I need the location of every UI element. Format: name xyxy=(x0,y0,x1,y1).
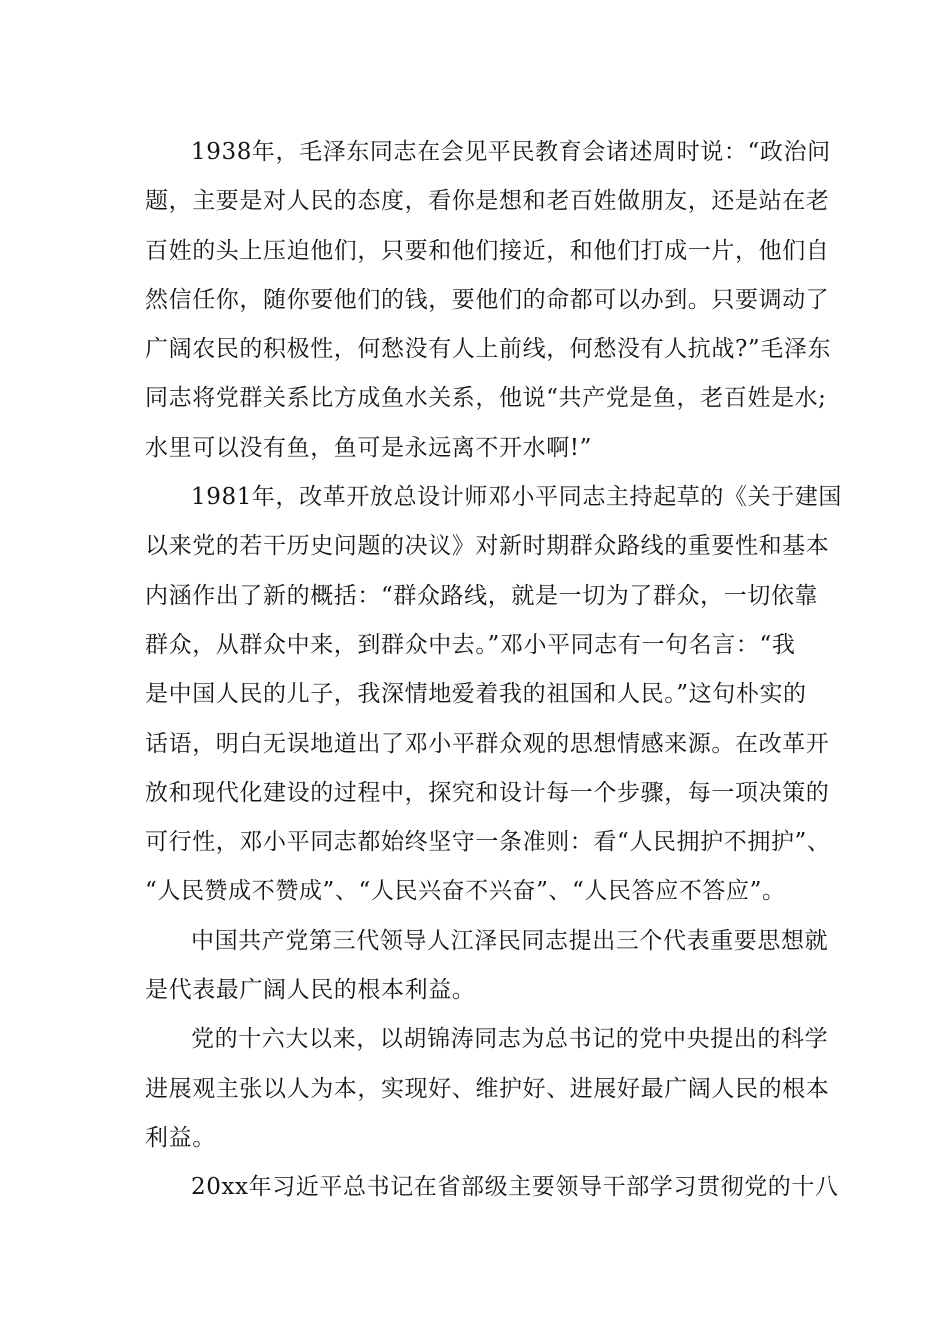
text-line: 进展观主张以人为本，实现好、维护好、进展好最广阔人民的根本 xyxy=(145,1075,830,1102)
paragraph-first-line: 20xx年习近平总书记在省部级主要领导干部学习贯彻党的十八 xyxy=(191,1174,839,1201)
text-line: 百姓的头上压迫他们，只要和他们接近，和他们打成一片，他们自 xyxy=(145,237,830,264)
text-line: “人民赞成不赞成”、“人民兴奋不兴奋”、“人民答应不答应”。 xyxy=(145,878,786,905)
text-line: 是代表最广阔人民的根本利益。 xyxy=(145,977,476,1004)
text-line: 题，主要是对人民的态度，看你是想和老百姓做朋友，还是站在老 xyxy=(145,188,830,215)
text-line: 可行性，邓小平同志都始终坚守一条准则：看“人民拥护不拥护”、 xyxy=(145,829,831,856)
paragraph-first-line: 党的十六大以来，以胡锦涛同志为总书记的党中央提出的科学 xyxy=(191,1026,829,1053)
text-line: 同志将党群关系比方成鱼水关系，他说“共产党是鱼，老百姓是水; xyxy=(145,385,827,412)
paragraph-first-line: 中国共产党第三代领导人江泽民同志提出三个代表重要思想就 xyxy=(191,927,829,954)
text-line: 然信任你，随你要他们的钱，要他们的命都可以办到。只要调动了 xyxy=(145,286,830,313)
text-line: 水里可以没有鱼，鱼可是永远离不开水啊!” xyxy=(145,434,593,461)
text-line: 内涵作出了新的概括：“群众路线，就是一切为了群众，一切依靠 xyxy=(145,582,819,609)
text-line: 放和现代化建设的过程中，探究和设计每一个步骤，每一项决策的 xyxy=(145,779,830,806)
paragraph-first-line: 1981年，改革开放总设计师邓小平同志主持起草的《关于建国 xyxy=(191,484,842,511)
text-line: 群众，从群众中来，到群众中去。”邓小平同志有一句名言：“我 xyxy=(145,631,796,658)
text-line: 以来党的若干历史问题的决议》对新时期群众路线的重要性和基本 xyxy=(145,533,830,560)
body-text xyxy=(145,128,842,1213)
text-line: 广阔农民的积极性，何愁没有人上前线，何愁没有人抗战?”毛泽东 xyxy=(145,336,832,363)
text-line: 话语，明白无误地道出了邓小平群众观的思想情感来源。在改革开 xyxy=(145,730,830,757)
text-line: 是中国人民的儿子，我深情地爱着我的祖国和人民。”这句朴实的 xyxy=(145,681,807,708)
paragraph-first-line: 1938年，毛泽东同志在会见平民教育会诸述周时说：“政治问 xyxy=(191,139,831,165)
text-line: 利益。 xyxy=(145,1124,216,1151)
